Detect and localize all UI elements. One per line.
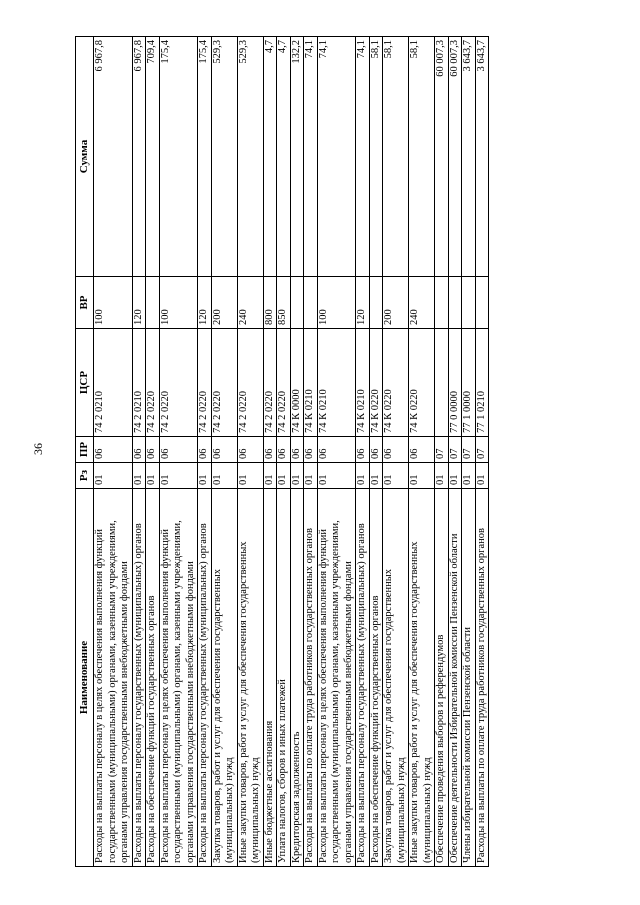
cell-pr: 06 bbox=[198, 437, 212, 463]
table-row bbox=[290, 37, 304, 867]
cell-csr: 74 2 0220 bbox=[263, 329, 277, 437]
cell-vr: 120 bbox=[198, 277, 212, 329]
cell-pr: 06 bbox=[146, 437, 160, 463]
cell-rz: 01 bbox=[462, 463, 476, 489]
cell-csr: 74 2 0220 bbox=[159, 329, 198, 437]
cell-csr: 77 1 0210 bbox=[475, 329, 489, 437]
cell-vr bbox=[146, 277, 160, 329]
cell-pr: 06 bbox=[132, 437, 146, 463]
header-rz: Рз bbox=[76, 463, 94, 489]
cell-sum: 3 643,7 bbox=[462, 37, 476, 277]
cell-sum: 132,2 bbox=[290, 37, 304, 277]
cell-csr: 74 2 0210 bbox=[94, 329, 133, 437]
cell-name: Расходы на выплаты персоналу в целях обеспечения выполнения функций государственными (муниципальными) органами, казенными учреждениями, органами управления государственными внебюджетными фондами bbox=[317, 489, 356, 867]
cell-vr bbox=[435, 277, 449, 329]
cell-pr: 06 bbox=[277, 437, 291, 463]
cell-name: Расходы на выплаты персоналу в целях обеспечения выполнения функций государственными (муниципальными) органами, казенными учреждениями, органами управления государственными внебюджетными фондами bbox=[159, 489, 198, 867]
cell-sum: 175,4 bbox=[159, 37, 198, 277]
header-pr: ПР bbox=[76, 437, 94, 463]
table-row bbox=[132, 37, 146, 867]
cell-name: Расходы на выплаты по оплате труда работников государственных органов bbox=[475, 489, 489, 867]
cell-pr: 06 bbox=[94, 437, 133, 463]
cell-rz: 01 bbox=[475, 463, 489, 489]
table-header-row bbox=[76, 37, 94, 867]
cell-vr: 100 bbox=[94, 277, 133, 329]
cell-pr: 06 bbox=[356, 437, 370, 463]
cell-rz: 01 bbox=[132, 463, 146, 489]
cell-vr: 240 bbox=[237, 277, 263, 329]
cell-rz: 01 bbox=[198, 463, 212, 489]
cell-sum: 175,4 bbox=[198, 37, 212, 277]
cell-name: Закупка товаров, работ и услуг для обеспечения государственных (муниципальных) нужд bbox=[383, 489, 409, 867]
cell-rz: 01 bbox=[290, 463, 304, 489]
cell-rz: 01 bbox=[409, 463, 435, 489]
cell-vr: 120 bbox=[132, 277, 146, 329]
cell-name: Уплата налогов, сборов и иных платежей bbox=[277, 489, 291, 867]
cell-vr bbox=[290, 277, 304, 329]
cell-csr: 77 0 0000 bbox=[448, 329, 462, 437]
cell-name: Члены избирательной комиссии Пензенской области bbox=[462, 489, 476, 867]
cell-sum: 529,3 bbox=[211, 37, 237, 277]
cell-vr: 800 bbox=[263, 277, 277, 329]
cell-sum: 6 967,8 bbox=[94, 37, 133, 277]
cell-pr: 06 bbox=[159, 437, 198, 463]
table-row bbox=[146, 37, 160, 867]
header-name: Наименование bbox=[76, 489, 94, 867]
cell-vr bbox=[304, 277, 318, 329]
cell-name: Расходы на выплаты персоналу государственных (муниципальных) органов bbox=[132, 489, 146, 867]
cell-csr: 74 К 0220 bbox=[409, 329, 435, 437]
cell-vr bbox=[475, 277, 489, 329]
cell-pr: 07 bbox=[435, 437, 449, 463]
cell-vr: 120 bbox=[356, 277, 370, 329]
cell-name: Закупка товаров, работ и услуг для обеспечения государственных (муниципальных) нужд bbox=[211, 489, 237, 867]
cell-vr bbox=[448, 277, 462, 329]
cell-pr: 06 bbox=[211, 437, 237, 463]
cell-rz: 01 bbox=[369, 463, 383, 489]
cell-csr: 74 К 0210 bbox=[356, 329, 370, 437]
cell-name: Расходы на выплаты персоналу в целях обеспечения выполнения функций государственными (муниципальными) органами, казенными учреждениями, органами управления государственными внебюджетными фондами bbox=[94, 489, 133, 867]
table-row bbox=[356, 37, 370, 867]
cell-sum: 6 967,8 bbox=[132, 37, 146, 277]
cell-name: Кредиторская задолженность bbox=[290, 489, 304, 867]
cell-csr: 77 1 0000 bbox=[462, 329, 476, 437]
cell-vr: 200 bbox=[383, 277, 409, 329]
cell-rz: 01 bbox=[435, 463, 449, 489]
cell-pr: 07 bbox=[475, 437, 489, 463]
cell-csr: 74 К 0000 bbox=[290, 329, 304, 437]
cell-csr: 74 2 0220 bbox=[277, 329, 291, 437]
cell-vr: 100 bbox=[317, 277, 356, 329]
cell-pr: 06 bbox=[369, 437, 383, 463]
table-row bbox=[277, 37, 291, 867]
table-row bbox=[304, 37, 318, 867]
cell-csr: 74 2 0220 bbox=[198, 329, 212, 437]
cell-sum: 60 007,3 bbox=[435, 37, 449, 277]
table-row bbox=[435, 37, 449, 867]
cell-rz: 01 bbox=[159, 463, 198, 489]
cell-pr: 07 bbox=[448, 437, 462, 463]
cell-rz: 01 bbox=[263, 463, 277, 489]
table-row bbox=[475, 37, 489, 867]
header-sum: Сумма bbox=[76, 37, 94, 277]
cell-csr bbox=[435, 329, 449, 437]
cell-rz: 01 bbox=[304, 463, 318, 489]
cell-sum: 74,1 bbox=[317, 37, 356, 277]
cell-name: Расходы на выплаты персоналу государственных (муниципальных) органов bbox=[198, 489, 212, 867]
cell-rz: 01 bbox=[146, 463, 160, 489]
cell-pr: 06 bbox=[237, 437, 263, 463]
table-row bbox=[198, 37, 212, 867]
cell-sum: 4,7 bbox=[277, 37, 291, 277]
cell-csr: 74 К 0210 bbox=[317, 329, 356, 437]
cell-csr: 74 К 0220 bbox=[369, 329, 383, 437]
table-row bbox=[317, 37, 356, 867]
cell-pr: 06 bbox=[290, 437, 304, 463]
cell-vr: 200 bbox=[211, 277, 237, 329]
cell-name: Расходы на выплаты персоналу государственных (муниципальных) органов bbox=[356, 489, 370, 867]
cell-csr: 74 2 0220 bbox=[211, 329, 237, 437]
cell-name: Расходы на обеспечение функций государственных органов bbox=[146, 489, 160, 867]
cell-sum: 60 007,3 bbox=[448, 37, 462, 277]
cell-name: Иные закупки товаров, работ и услуг для обеспечения государственных (муниципальных) нужд bbox=[409, 489, 435, 867]
table-row bbox=[159, 37, 198, 867]
table-body bbox=[94, 37, 489, 867]
cell-sum: 58,1 bbox=[409, 37, 435, 277]
cell-sum: 4,7 bbox=[263, 37, 277, 277]
cell-name: Расходы на выплаты по оплате труда работников государственных органов bbox=[304, 489, 318, 867]
cell-sum: 709,4 bbox=[146, 37, 160, 277]
cell-name: Иные бюджетные ассигнования bbox=[263, 489, 277, 867]
header-vr: ВР bbox=[76, 277, 94, 329]
cell-rz: 01 bbox=[383, 463, 409, 489]
cell-sum: 58,1 bbox=[369, 37, 383, 277]
rotated-page-content bbox=[75, 37, 555, 867]
cell-rz: 01 bbox=[277, 463, 291, 489]
cell-vr: 240 bbox=[409, 277, 435, 329]
cell-pr: 07 bbox=[462, 437, 476, 463]
cell-vr bbox=[369, 277, 383, 329]
cell-pr: 06 bbox=[383, 437, 409, 463]
table-row bbox=[237, 37, 263, 867]
page-number: 36 bbox=[31, 443, 45, 455]
table-row bbox=[383, 37, 409, 867]
table-row bbox=[409, 37, 435, 867]
header-csr: ЦСР bbox=[76, 329, 94, 437]
cell-csr: 74 2 0220 bbox=[146, 329, 160, 437]
cell-vr: 100 bbox=[159, 277, 198, 329]
cell-sum: 74,1 bbox=[304, 37, 318, 277]
cell-pr: 06 bbox=[304, 437, 318, 463]
cell-name: Обеспечение проведения выборов и референдумов bbox=[435, 489, 449, 867]
table-row bbox=[211, 37, 237, 867]
cell-vr: 850 bbox=[277, 277, 291, 329]
cell-sum: 58,1 bbox=[383, 37, 409, 277]
cell-name: Иные закупки товаров, работ и услуг для обеспечения государственных (муниципальных) нужд bbox=[237, 489, 263, 867]
table-row bbox=[462, 37, 476, 867]
cell-pr: 06 bbox=[317, 437, 356, 463]
cell-name: Обеспечение деятельности Избирательной комиссии Пензенской области bbox=[448, 489, 462, 867]
cell-pr: 06 bbox=[409, 437, 435, 463]
cell-vr bbox=[462, 277, 476, 329]
cell-rz: 01 bbox=[356, 463, 370, 489]
cell-csr: 74 2 0220 bbox=[237, 329, 263, 437]
table-row bbox=[369, 37, 383, 867]
cell-csr: 74 2 0210 bbox=[132, 329, 146, 437]
table-row bbox=[94, 37, 133, 867]
table-row bbox=[448, 37, 462, 867]
cell-sum: 529,3 bbox=[237, 37, 263, 277]
cell-rz: 01 bbox=[237, 463, 263, 489]
cell-sum: 74,1 bbox=[356, 37, 370, 277]
cell-csr: 74 К 0220 bbox=[383, 329, 409, 437]
cell-pr: 06 bbox=[263, 437, 277, 463]
cell-rz: 01 bbox=[317, 463, 356, 489]
cell-csr: 74 К 0210 bbox=[304, 329, 318, 437]
table-row bbox=[263, 37, 277, 867]
budget-table bbox=[75, 36, 489, 867]
cell-name: Расходы на обеспечение функций государственных органов bbox=[369, 489, 383, 867]
cell-rz: 01 bbox=[94, 463, 133, 489]
cell-sum: 3 643,7 bbox=[475, 37, 489, 277]
cell-rz: 01 bbox=[211, 463, 237, 489]
cell-rz: 01 bbox=[448, 463, 462, 489]
